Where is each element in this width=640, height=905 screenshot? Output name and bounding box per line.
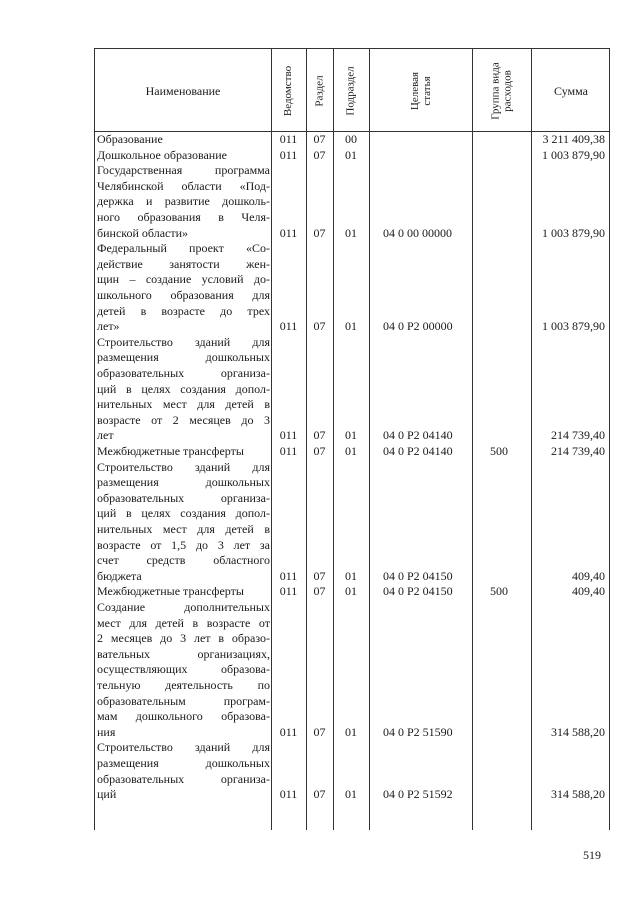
- row-subsection: 01: [345, 724, 357, 739]
- table-row: [95, 600, 611, 740]
- row-department: 011: [279, 132, 298, 146]
- row-section: 07: [313, 428, 326, 443]
- row-name: [97, 460, 270, 585]
- row-amount: 314 588,20: [551, 724, 605, 739]
- row-name: [97, 148, 270, 164]
- table-row: [95, 241, 611, 335]
- row-name-line: Дошкольное образование: [97, 147, 227, 162]
- row-name-line: Строительство зданий для: [97, 334, 270, 349]
- row-name-line: ния: [97, 724, 116, 739]
- row-name-line: ций: [97, 787, 117, 802]
- table-row: [95, 740, 611, 802]
- row-name: [97, 241, 270, 335]
- row-group: 500: [490, 584, 508, 599]
- row-department: 011: [279, 147, 298, 162]
- row-name-line: счет средств областного: [97, 553, 270, 568]
- row-department: 011: [279, 584, 298, 599]
- row-subsection: 01: [345, 319, 357, 334]
- row-name-line: лет: [97, 428, 114, 443]
- row-department: 011: [279, 444, 298, 458]
- row-amount: 214 739,40: [551, 428, 605, 443]
- row-name-line: Межбюджетные трансферты: [97, 584, 244, 599]
- row-name: [97, 163, 270, 241]
- header-group: Группа вида расходов: [489, 62, 514, 120]
- row-department: 011: [279, 724, 298, 739]
- row-name-line: Строительство зданий для: [97, 459, 270, 474]
- table-header: [94, 48, 610, 132]
- row-name-line: 2 месяцев до 3 лет в образо-: [97, 631, 270, 646]
- row-section: 07: [313, 724, 326, 739]
- row-target-code: 04 0 Р2 04150: [383, 568, 453, 583]
- row-subsection: 01: [345, 225, 357, 240]
- row-amount: 3 211 409,38: [542, 132, 605, 146]
- row-name-line: Создание дополнительных: [97, 600, 270, 614]
- table-row: [95, 584, 611, 600]
- row-name-line: тельную деятельность по: [97, 677, 270, 692]
- row-amount: 214 739,40: [551, 444, 605, 458]
- row-name-line: бюджета: [97, 568, 142, 583]
- row-name-line: осуществляющих образова-: [97, 662, 270, 677]
- row-department: 011: [279, 225, 298, 240]
- row-name-line: вательных организациях,: [97, 646, 270, 661]
- row-name: [97, 600, 270, 740]
- row-name-line: Межбюджетные трансферты: [97, 444, 244, 458]
- header-department: Ведомство: [282, 65, 295, 117]
- header-subsection: Подраздел: [345, 66, 358, 116]
- header-section: Раздел: [313, 75, 326, 107]
- table-body: [94, 132, 610, 830]
- header-target: Целевая статья: [408, 71, 433, 111]
- row-name-line: ций в целях создания допол-: [97, 381, 270, 396]
- row-department: 011: [279, 428, 298, 443]
- row-amount: 409,40: [572, 568, 605, 583]
- row-name-line: ного образования в Челя-: [97, 209, 270, 224]
- row-target-code: 04 0 Р2 04150: [383, 584, 453, 599]
- row-name-line: образовательным програм-: [97, 693, 270, 708]
- row-name-line: размещения дошкольных: [97, 755, 270, 770]
- page-number: 519: [583, 848, 601, 862]
- table-row: [95, 460, 611, 585]
- row-subsection: 01: [345, 787, 357, 802]
- row-name-line: образовательных организа-: [97, 365, 270, 380]
- row-name-line: действие занятости жен-: [97, 256, 270, 271]
- row-name-line: детей в возрасте до трех: [97, 303, 270, 318]
- row-name-line: ций в целях создания допол-: [97, 506, 270, 521]
- row-name-line: возрасте от 2 месяцев до 3: [97, 412, 270, 427]
- row-name-line: Образование: [97, 132, 163, 146]
- row-name-line: Федеральный проект «Со-: [97, 241, 270, 256]
- header-amount: Сумма: [554, 83, 588, 98]
- row-name: [97, 584, 270, 600]
- row-department: 011: [279, 787, 298, 802]
- budget-table: [94, 48, 610, 830]
- row-subsection: 01: [345, 147, 357, 162]
- row-name-line: мам дошкольного образова-: [97, 709, 270, 724]
- table-row: [95, 444, 611, 460]
- row-name-line: держка и развитие дошколь-: [97, 194, 270, 209]
- table-row: [95, 335, 611, 444]
- row-target-code: 04 0 00 00000: [383, 225, 452, 240]
- row-group: 500: [490, 444, 508, 458]
- table-row: [95, 163, 611, 241]
- row-section: 07: [313, 568, 326, 583]
- row-amount: 1 003 879,90: [542, 225, 605, 240]
- row-name-line: лет»: [97, 319, 120, 334]
- row-section: 07: [313, 787, 326, 802]
- row-name: [97, 132, 270, 148]
- row-name-line: Челябинской области «Под-: [97, 178, 270, 193]
- row-section: 07: [313, 584, 326, 599]
- row-amount: 1 003 879,90: [542, 319, 605, 334]
- row-target-code: 04 0 Р2 51592: [383, 787, 453, 802]
- row-name: [97, 335, 270, 444]
- row-name-line: образовательных организа-: [97, 771, 270, 786]
- row-subsection: 00: [345, 132, 357, 146]
- row-subsection: 01: [345, 584, 357, 599]
- row-name-line: Государственная программа: [97, 163, 270, 178]
- row-amount: 314 588,20: [551, 787, 605, 802]
- row-section: 07: [313, 132, 326, 146]
- table-row: [95, 132, 611, 148]
- row-name-line: возрасте от 1,5 до 3 лет за: [97, 537, 270, 552]
- row-target-code: 04 0 Р2 04140: [383, 428, 453, 443]
- row-name-line: мест для детей в возрасте от: [97, 615, 270, 630]
- row-name-line: нительных мест для детей в: [97, 521, 270, 536]
- row-name-line: размещения дошкольных: [97, 475, 270, 490]
- row-name-line: нительных мест для детей в: [97, 397, 270, 412]
- row-department: 011: [279, 568, 298, 583]
- row-section: 07: [313, 319, 326, 334]
- row-amount: 409,40: [572, 584, 605, 599]
- row-name-line: щин – создание условий до-: [97, 272, 270, 287]
- row-name-line: бинской области»: [97, 225, 189, 240]
- row-name: [97, 740, 270, 802]
- row-name-line: образовательных организа-: [97, 490, 270, 505]
- row-target-code: 04 0 Р2 04140: [383, 444, 453, 458]
- row-subsection: 01: [345, 568, 357, 583]
- row-department: 011: [279, 319, 298, 334]
- row-amount: 1 003 879,90: [542, 147, 605, 162]
- row-target-code: 04 0 Р2 00000: [383, 319, 453, 334]
- row-target-code: 04 0 Р2 51590: [383, 724, 453, 739]
- row-name: [97, 444, 270, 460]
- table-row: [95, 148, 611, 164]
- row-subsection: 01: [345, 428, 357, 443]
- row-name-line: Строительство зданий для: [97, 740, 270, 755]
- row-subsection: 01: [345, 444, 357, 458]
- row-section: 07: [313, 225, 326, 240]
- row-section: 07: [313, 147, 326, 162]
- row-section: 07: [313, 444, 326, 458]
- row-name-line: размещения дошкольных: [97, 350, 270, 365]
- row-name-line: школьного образования для: [97, 287, 270, 302]
- header-name: Наименование: [145, 83, 221, 98]
